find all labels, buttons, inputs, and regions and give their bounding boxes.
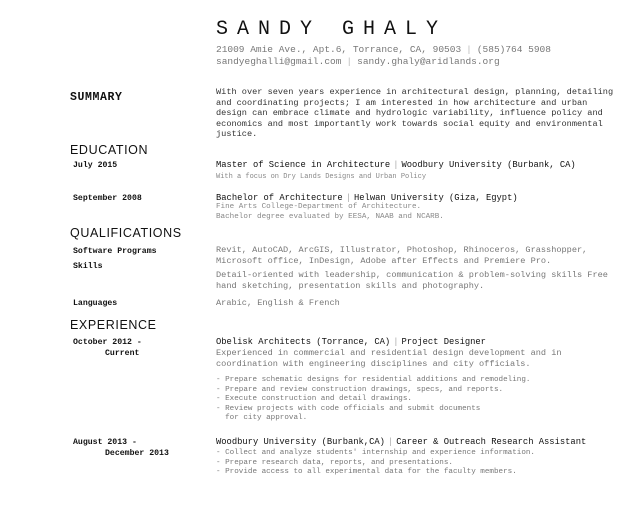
duty-item: - Collect and analyze students' internship and experience information. [216, 449, 535, 457]
separator: | [345, 193, 351, 203]
email-secondary[interactable]: sandy.ghaly@aridlands.org [357, 56, 500, 67]
job-2-title [216, 437, 586, 447]
education-note-1: With a focus on Dry Lands Designs and Urban Policy [216, 173, 427, 181]
institution: Woodbury University (Burbank, CA) [401, 160, 576, 170]
education-note-2a: Fine Arts College-Department of Architecture. [216, 203, 422, 211]
role: Project Designer [401, 337, 486, 347]
employer: Woodbury University (Burbank,CA) [216, 437, 385, 447]
languages-text: Arabic, English & French [216, 298, 340, 308]
job-2-date-start: August 2013 - [73, 438, 137, 447]
software-text: Revit, AutoCAD, ArcGIS, Illustrator, Photoshop, Rhinoceros, Grasshopper, Microsoft office, InDesign, Adobe after Effects and Premiere Pro. [216, 245, 588, 266]
resume-name: SANDY GHALY [216, 18, 448, 41]
experience-heading: EXPERIENCE [70, 318, 157, 332]
languages-label: Languages [73, 299, 118, 308]
duty-item: - Execute construction and detail drawings. [216, 395, 412, 404]
duty-item: - Provide access to all experimental data for the faculty members. [216, 468, 517, 477]
education-title-2 [216, 193, 518, 203]
role: Career & Outreach Research Assistant [396, 437, 587, 447]
duty-item: - Review projects with code officials and submit documents [216, 404, 481, 413]
contact-line-1 [216, 44, 551, 55]
job-1-duties [216, 376, 530, 424]
skills-text: Detail-oriented with leadership, communication & problem-solving skills Free hand sketching, presentation skills and photography. [216, 270, 608, 291]
separator: | [387, 437, 394, 447]
job-1-title [216, 337, 486, 347]
address: 21009 Amie Ave., Apt.6, Torrance, CA, 90503 [216, 44, 462, 55]
duty-item: - Prepare research data, reports, and presentations. [216, 458, 453, 467]
education-date-2: September 2008 [73, 194, 142, 203]
education-heading: EDUCATION [70, 143, 149, 157]
phone: (585)764 5908 [476, 44, 551, 55]
job-1-date-end: Current [105, 349, 140, 358]
job-2-duties [216, 449, 535, 478]
degree: Bachelor of Architecture [216, 193, 343, 203]
skills-label: Skills [73, 262, 103, 271]
education-note-2b: Bachelor degree evaluated by EESA, NAAB and NCARB. [216, 213, 444, 221]
employer: Obelisk Architects (Torrance, CA) [216, 337, 391, 347]
duty-item: - Prepare and review construction drawings, specs, and reports. [216, 385, 504, 394]
software-label: Software Programs [73, 247, 157, 256]
separator: | [466, 44, 472, 55]
separator: | [393, 160, 399, 170]
job-2-date-end: December 2013 [105, 449, 169, 458]
contact-line-2 [216, 56, 500, 67]
summary-text: With over seven years experience in architectural design, planning, detailing and coordinating projects; I am interested in how architecture and urban design can embrace climate and hydrologic variability, influence policy and economics and most importantly work towards social equity and environmental justice. [216, 87, 614, 139]
separator: | [346, 56, 353, 67]
separator: | [393, 337, 399, 347]
institution: Helwan University (Giza, Egypt) [353, 193, 518, 203]
duty-item: for city approval. [216, 414, 308, 423]
education-date-1: July 2015 [73, 161, 118, 170]
job-1-date-start: October 2012 - [73, 338, 142, 347]
summary-heading: SUMMARY [70, 91, 123, 104]
education-title-1 [216, 160, 576, 170]
duty-item: - Prepare schematic designs for residential additions and remodeling. [216, 376, 531, 384]
qualifications-heading: QUALIFICATIONS [70, 226, 182, 240]
degree: Master of Science in Architecture [216, 160, 391, 170]
job-1-description: Experienced in commercial and residential design development and in coordination with engineering disciplines and city officials. [216, 348, 562, 369]
email-primary[interactable]: sandyeghalli@gmail.com [216, 56, 342, 67]
